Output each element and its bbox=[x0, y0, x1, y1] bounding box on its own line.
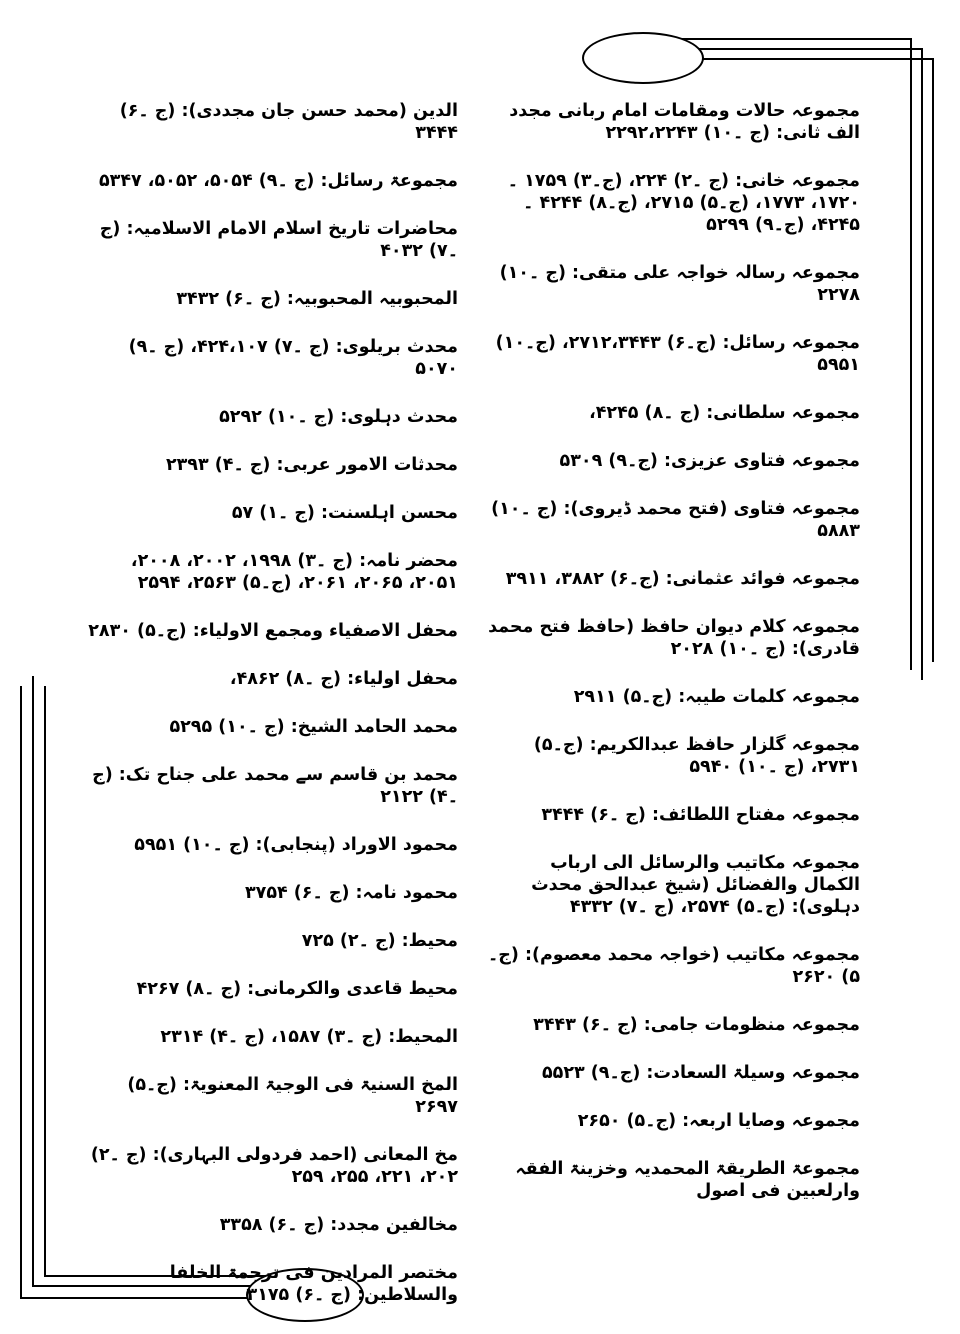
index-entry: مخالفین مجدد: (ج ۔۶) ۳۳۵۸ bbox=[219, 1215, 458, 1235]
index-entry: مجموعہ رسالہ خواجہ علی متقی: (ج ۔۱۰) ۲۲۷۸ bbox=[499, 263, 860, 305]
frame-line bbox=[910, 38, 912, 670]
index-entry: مجموعہ مفتاح اللطائف: (ج ۔۶) ۳۴۴۴ bbox=[541, 805, 860, 825]
index-entry: محضر نامہ: (ج ۔۳) ۱۹۹۸، ۲۰۰۲، ۲۰۰۸، ۲۰۵۱، ۲۰۶۵، ۲۰۶۱، (ج۔۵) ۲۵۶۳، ۲۵۹۴ bbox=[130, 551, 458, 593]
index-entry: محفل الاصفیاء ومجمع الاولیاء: (ج۔۵) ۲۸۳۰ bbox=[88, 621, 458, 641]
index-entry: مجموعہ مکاتیب والرسائل الی ارباب الکمال والفضائل (شیخ عبدالحق محدث دہلوی): (ج۔۵) ۲۵۷۴، (ج ۔۷) ۴۳۳۲ bbox=[531, 853, 860, 917]
index-entry: مخ المعانی (احمد فردولی البہاری): (ج ۔۲) ۲۰۲، ۲۲۱، ۲۵۵، ۲۵۹ bbox=[90, 1145, 458, 1187]
index-entry: مجموعہ وسیلۃ السعادت: (ج۔۹) ۵۵۲۳ bbox=[541, 1063, 860, 1083]
index-entry: المخ السنیۃ فی الوجیۃ المعنویۃ: (ج۔۵) ۲۶۹۷ bbox=[127, 1075, 458, 1117]
index-entry: مجموعہ حالات ومقامات امام ربانی مجدد الف ثانی: (ج ۔۱۰) ۲۲۹۲،۲۲۴۳ bbox=[509, 101, 860, 143]
index-entry: مجموعہ رسائل: (ج۔۶) ۲۷۱۲،۳۴۴۳، (ج۔۱۰) ۵۹۵۱ bbox=[495, 333, 860, 375]
index-column-right bbox=[488, 100, 860, 1228]
index-entry: مجموعہ سلطانی: (ج ۔۸) ۴۲۴۵، bbox=[589, 403, 860, 423]
frame-line bbox=[921, 48, 923, 680]
frame-line bbox=[932, 58, 934, 662]
index-entry: مجموعہ خانی: (ج ۔۲) ۲۲۴، (ج۔۳) ۱۷۵۹ ۔ ۱۷۲۰، ۱۷۷۳، (ج۔۵) ۲۷۱۵، (ج۔۸) ۴۲۴۴ ۔ ۴۲۴۵، (ج۔۹) ۵۲۹۹ bbox=[507, 171, 860, 235]
index-entry: محمود نامہ: (ج ۔۶) ۳۷۵۴ bbox=[244, 883, 458, 903]
index-entry: محسن اہلسنت: (ج ۔۱) ۵۷ bbox=[231, 503, 458, 523]
index-entry: محمود الاوراد (پنجابی): (ج ۔۱۰) ۵۹۵۱ bbox=[134, 835, 458, 855]
index-entry: محدث دہلوی: (ج ۔۱۰) ۵۲۹۲ bbox=[219, 407, 458, 427]
index-entry: مجموعہ فوائد عثمانی: (ج۔۶) ۳۸۸۲، ۳۹۱۱ bbox=[505, 569, 860, 589]
index-column-left bbox=[86, 100, 458, 1332]
index-entry: مجموعۃ الطریقۃ المحمدیہ وخزینۃ الفقہ وارلعبین فی اصول bbox=[515, 1159, 860, 1201]
index-entry: مجموعہ گلزار حافظ عبدالکریم: (ج۔۵) ۲۷۳۱، (ج ۔۱۰) ۵۹۴۰ bbox=[533, 735, 860, 777]
index-entry: الدین (محمد حسن جان مجددی): (ج ۔۶) ۳۴۴۴ bbox=[119, 101, 458, 143]
index-entry: محمد بن قاسم سے محمد علی جناح تک: (ج ۔۴) ۲۱۲۲ bbox=[92, 765, 458, 807]
index-entry: محدث بریلوی: (ج ۔۷) ۴۲۴،۱۰۷، (ج ۔۹) ۵۰۷۰ bbox=[128, 337, 458, 379]
index-entry: مجموعہ کلمات طیبہ: (ج۔۵) ۲۹۱۱ bbox=[573, 687, 860, 707]
index-entry: مجموعہ مکاتیب (خواجہ محمد معصوم): (ج۔۵) ۲۶۲۰ bbox=[488, 945, 860, 987]
index-entry: مجموعہ وصایا اربعہ: (ج۔۵) ۲۶۵۰ bbox=[577, 1111, 860, 1131]
index-entry: محیط قاعدی والکرمانی: (ج ۔۸) ۴۲۶۷ bbox=[136, 979, 458, 999]
index-entry: مجموعہ فتاوی عزیزی: (ج۔۹) ۵۳۰۹ bbox=[559, 451, 860, 471]
top-oval-ornament bbox=[582, 32, 704, 84]
index-entry: محفل اولیاء: (ج ۔۸) ۴۸۶۲، bbox=[229, 669, 458, 689]
index-entry: مجموعہ منظومات جامی: (ج ۔۶) ۳۴۴۳ bbox=[533, 1015, 860, 1035]
frame-line bbox=[20, 686, 22, 1298]
index-entry: مجموعہ کلام دیوان حافظ (حافظ فتح محمد قادری): (ج ۔۱۰) ۲۰۲۸ bbox=[488, 617, 860, 659]
index-entry: محیط: (ج ۔۲) ۷۲۵ bbox=[301, 931, 458, 951]
frame-line bbox=[44, 686, 46, 1276]
frame-line bbox=[32, 676, 34, 1286]
index-entry: المحبوبیہ المحبوبیہ: (ج ۔۶) ۳۴۳۲ bbox=[176, 289, 458, 309]
index-entry: المحیط: (ج ۔۳) ۱۵۸۷، (ج ۔۴) ۲۳۱۴ bbox=[160, 1027, 458, 1047]
index-entry: محاضرات تاریخ اسلام الامام الاسلامیہ: (ج ۔۷) ۴۰۳۲ bbox=[99, 219, 458, 261]
index-entry: مجموعۃ رسائل: (ج ۔۹) ۵۰۵۴، ۵۰۵۲، ۵۳۴۷ bbox=[98, 171, 458, 191]
index-entry: محمد الحامد الشیخ: (ج ۔۱۰) ۵۲۹۵ bbox=[169, 717, 458, 737]
index-entry: مجموعہ فتاوی (فتح محمد ڈیروی): (ج ۔۱۰) ۵۸۸۳ bbox=[491, 499, 860, 541]
index-entry: محدثات الامور عربی: (ج ۔۴) ۲۳۹۳ bbox=[165, 455, 458, 475]
index-entry: مختصر المرادین فی ترجمۃ الخلفا والسلاطین: (ج ۔۶) ۳۱۷۵ bbox=[169, 1263, 458, 1305]
